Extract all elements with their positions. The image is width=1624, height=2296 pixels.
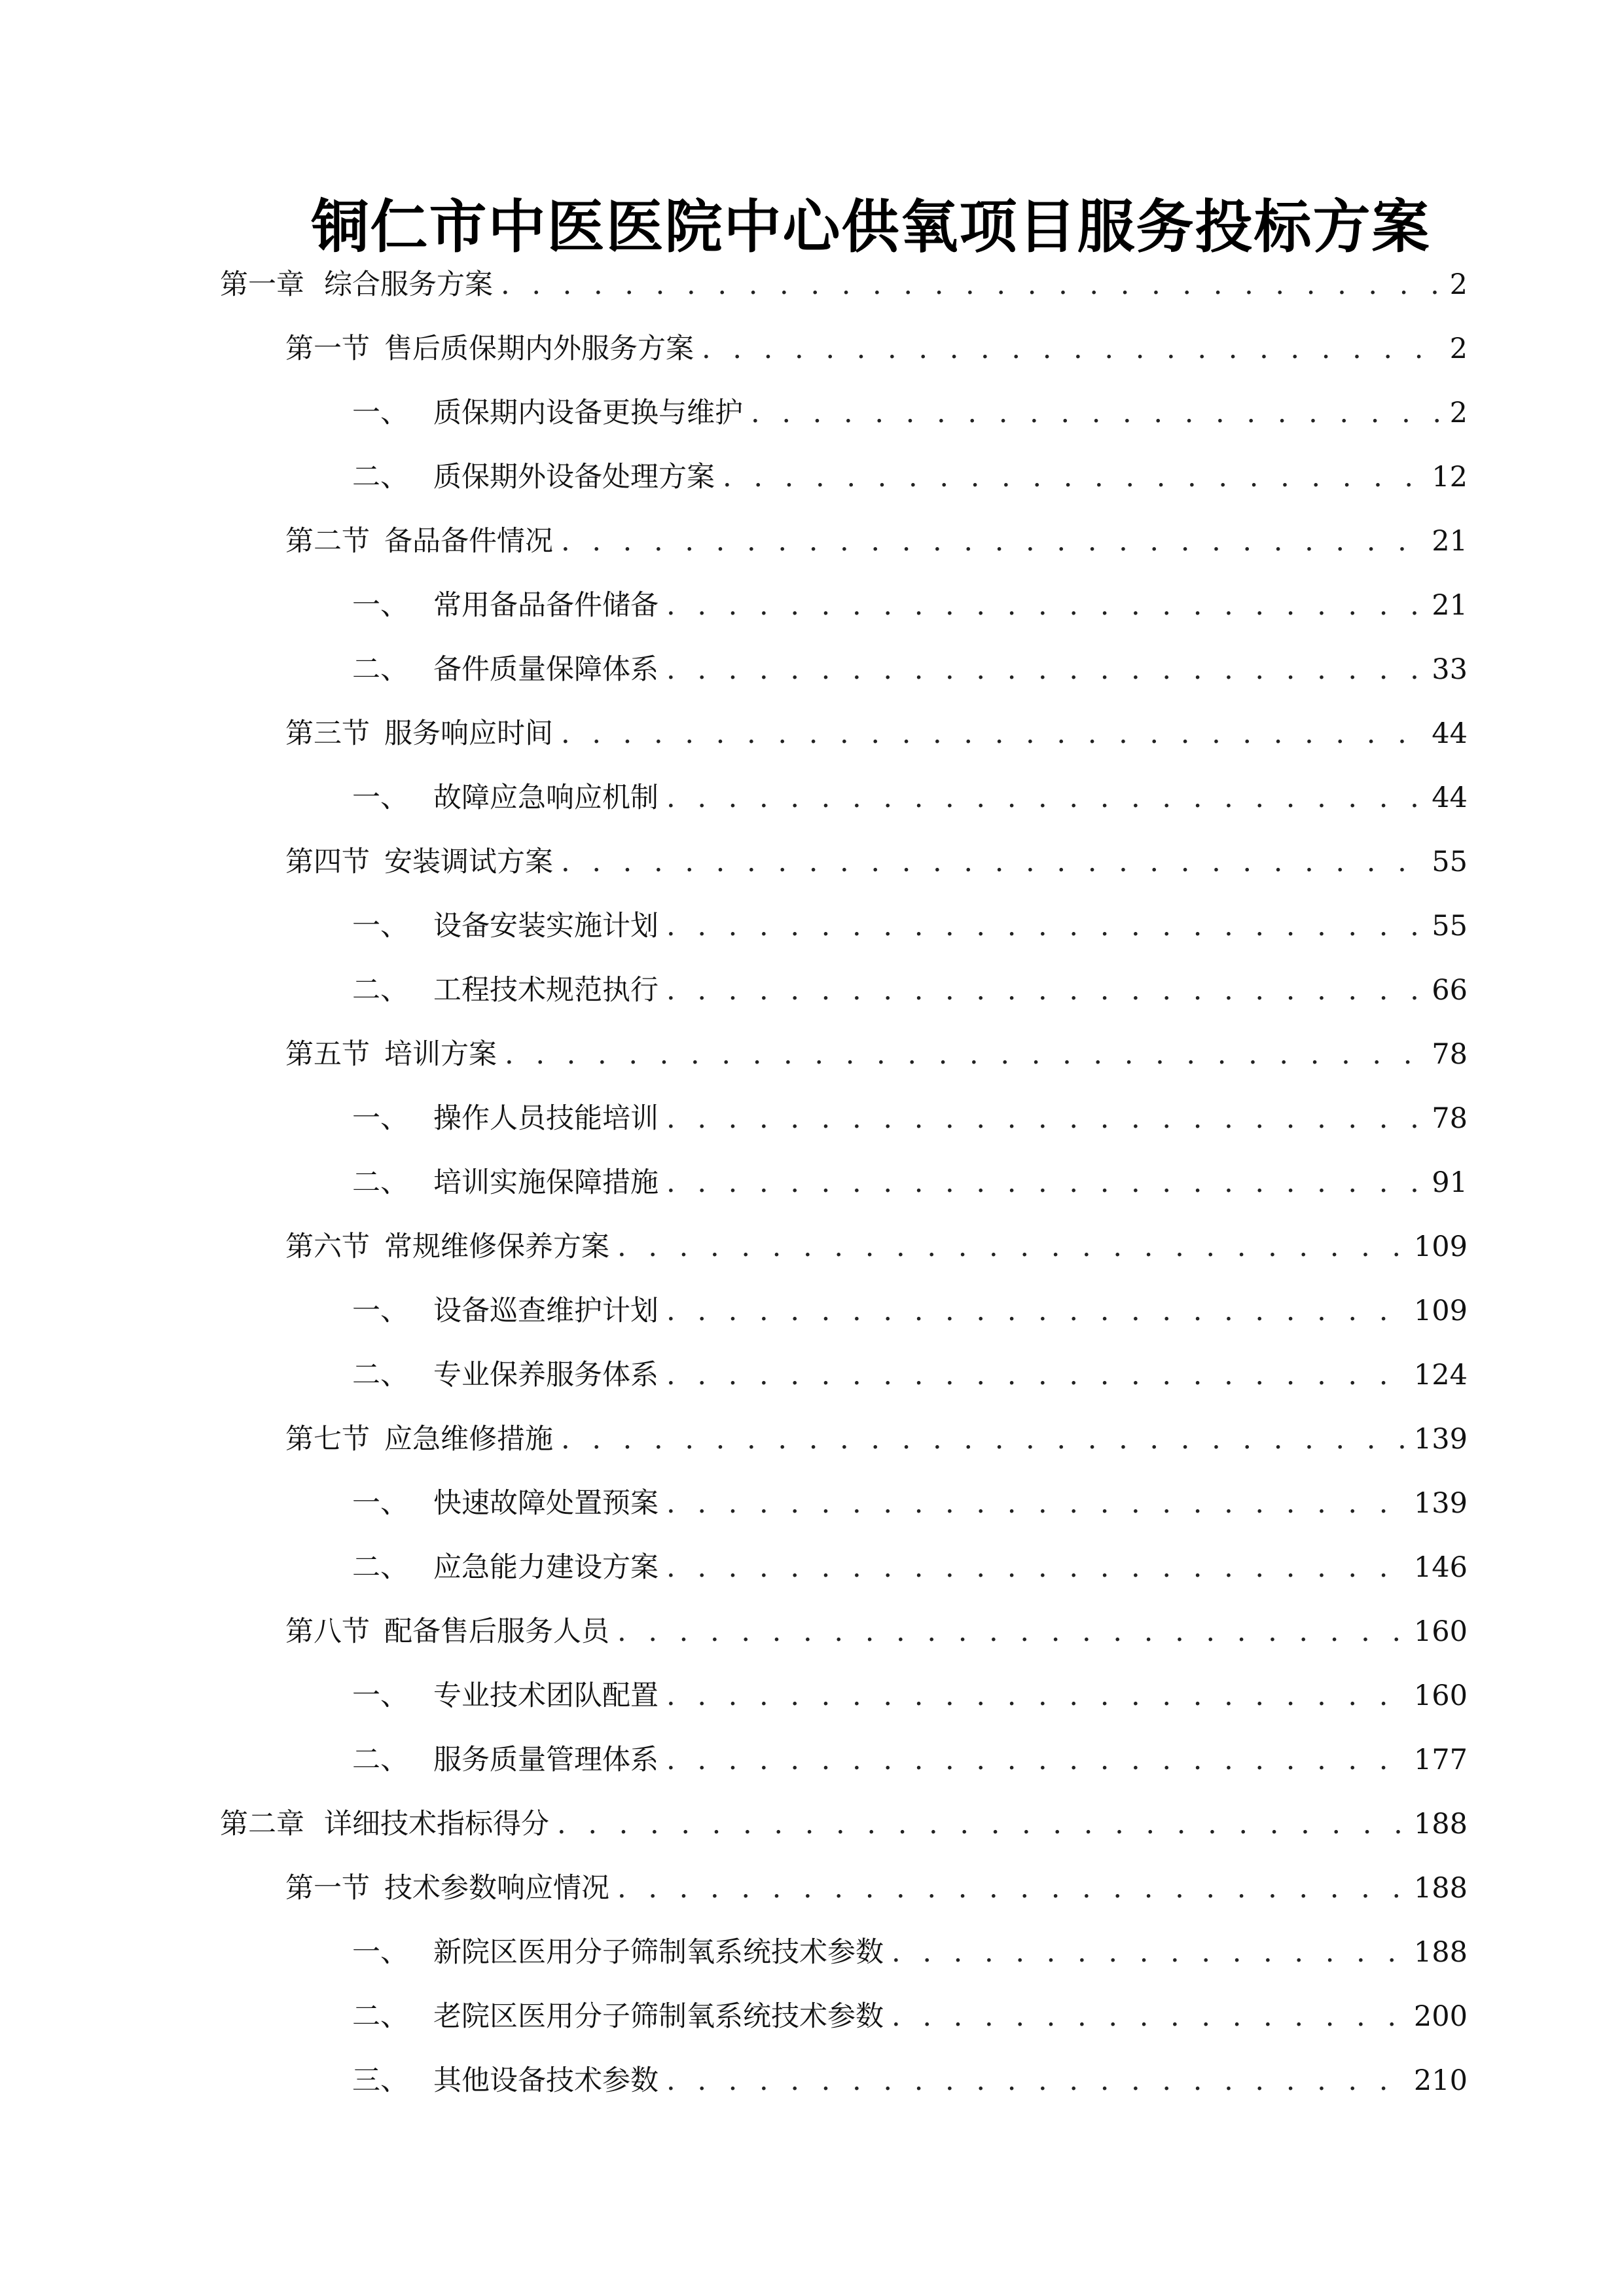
- toc-entry-prefix: 二、: [352, 1744, 408, 1776]
- toc-entry[interactable]: [352, 903, 1468, 949]
- toc-dot-leader: [751, 390, 1443, 436]
- toc-dot-leader: [666, 1673, 1407, 1719]
- toc-entry-title: 操作人员技能培训: [433, 1102, 659, 1135]
- toc-entry-title: 配备售后服务人员: [384, 1615, 609, 1648]
- toc-entry-title: 详细技术指标得分: [324, 1808, 549, 1840]
- toc-entry-prefix: 二、: [352, 974, 408, 1007]
- toc-entry-prefix: 一、: [352, 1295, 408, 1327]
- toc-entry[interactable]: [352, 967, 1468, 1013]
- toc-entry-prefix: 第一章: [220, 268, 304, 301]
- toc-dot-leader: [666, 1737, 1407, 1783]
- toc-entry-title: 其他设备技术参数: [433, 2064, 659, 2097]
- toc-entry[interactable]: [352, 1352, 1468, 1398]
- toc-entry-title: 工程技术规范执行: [433, 974, 659, 1007]
- toc-entry-prefix: 一、: [352, 589, 408, 622]
- toc-entry-prefix: 第二章: [220, 1808, 304, 1840]
- toc-entry-page-number: 55: [1432, 846, 1468, 878]
- toc-entry-title: 综合服务方案: [324, 268, 493, 301]
- toc-dot-leader: [666, 1288, 1407, 1334]
- toc-entry-prefix: 第八节: [285, 1615, 370, 1648]
- toc-entry[interactable]: [352, 1994, 1468, 2039]
- toc-entry-title: 应急能力建设方案: [433, 1551, 659, 1584]
- toc-entry[interactable]: [285, 1609, 1468, 1655]
- toc-entry-title: 专业技术团队配置: [433, 1679, 659, 1712]
- toc-entry-page-number: 44: [1432, 781, 1468, 814]
- toc-entry-page-number: 139: [1413, 1423, 1468, 1456]
- toc-entry-page-number: 160: [1413, 1679, 1468, 1712]
- toc-dot-leader: [617, 1224, 1407, 1270]
- toc-entry-prefix: 第三节: [285, 717, 370, 750]
- toc-entry-prefix: 一、: [352, 1102, 408, 1135]
- toc-dot-leader: [666, 1545, 1407, 1590]
- toc-entry-page-number: 177: [1413, 1744, 1468, 1776]
- toc-entry-title: 故障应急响应机制: [433, 781, 659, 814]
- toc-entry-page-number: 21: [1432, 589, 1468, 622]
- toc-dot-leader: [561, 518, 1425, 564]
- toc-entry[interactable]: [220, 262, 1468, 308]
- toc-entry[interactable]: [352, 390, 1468, 436]
- toc-dot-leader: [666, 775, 1425, 821]
- toc-dot-leader: [702, 326, 1443, 372]
- toc-dot-leader: [666, 647, 1425, 692]
- toc-entry[interactable]: [285, 326, 1468, 372]
- toc-dot-leader: [561, 1416, 1407, 1462]
- toc-entry[interactable]: [285, 1031, 1468, 1077]
- toc-entry-prefix: 二、: [352, 1359, 408, 1391]
- toc-entry[interactable]: [352, 1673, 1468, 1719]
- toc-entry-page-number: 78: [1432, 1102, 1468, 1135]
- toc-entry-prefix: 二、: [352, 2000, 408, 2033]
- toc-entry-page-number: 200: [1413, 2000, 1468, 2033]
- toc-entry[interactable]: [352, 775, 1468, 821]
- toc-entry-title: 设备安装实施计划: [433, 910, 659, 942]
- toc-entry-page-number: 146: [1413, 1551, 1468, 1584]
- toc-dot-leader: [561, 711, 1425, 757]
- toc-dot-leader: [666, 967, 1425, 1013]
- toc-dot-leader: [666, 583, 1425, 628]
- toc-entry[interactable]: [220, 1801, 1468, 1847]
- toc-entry-prefix: 第一节: [285, 1872, 370, 1905]
- toc-entry-prefix: 一、: [352, 781, 408, 814]
- toc-entry-title: 服务质量管理体系: [433, 1744, 659, 1776]
- toc-dot-leader: [892, 1929, 1407, 1975]
- toc-dot-leader: [617, 1609, 1407, 1655]
- toc-entry-page-number: 78: [1432, 1038, 1468, 1071]
- toc-entry-prefix: 二、: [352, 1551, 408, 1584]
- toc-entry-title: 专业保养服务体系: [433, 1359, 659, 1391]
- toc-entry-prefix: 一、: [352, 1936, 408, 1969]
- toc-entry-page-number: 109: [1413, 1230, 1468, 1263]
- document-title: 铜仁市中医医院中心供氧项目服务投标方案: [311, 192, 1431, 260]
- toc-entry-title: 技术参数响应情况: [384, 1872, 609, 1905]
- toc-entry-page-number: 33: [1432, 653, 1468, 686]
- toc-entry-prefix: 第四节: [285, 846, 370, 878]
- toc-dot-leader: [617, 1865, 1407, 1911]
- toc-dot-leader: [557, 1801, 1407, 1847]
- toc-entry-page-number: 44: [1432, 717, 1468, 750]
- toc-entry[interactable]: [352, 583, 1468, 628]
- toc-entry[interactable]: [352, 1160, 1468, 1206]
- toc-entry[interactable]: [352, 1480, 1468, 1526]
- toc-entry-title: 备件质量保障体系: [433, 653, 659, 686]
- toc-entry-title: 常规维修保养方案: [384, 1230, 609, 1263]
- toc-entry-prefix: 第六节: [285, 1230, 370, 1263]
- toc-entry-page-number: 21: [1432, 525, 1468, 558]
- toc-entry[interactable]: [285, 518, 1468, 564]
- toc-entry-title: 安装调试方案: [384, 846, 553, 878]
- toc-entry-page-number: 2: [1449, 332, 1468, 365]
- toc-entry-title: 老院区医用分子筛制氧系统技术参数: [433, 2000, 884, 2033]
- toc-entry-title: 售后质保期内外服务方案: [384, 332, 694, 365]
- toc-entry[interactable]: [285, 1865, 1468, 1911]
- toc-entry-page-number: 66: [1432, 974, 1468, 1007]
- toc-entry[interactable]: [285, 711, 1468, 757]
- toc-entry-page-number: 109: [1413, 1295, 1468, 1327]
- toc-entry-page-number: 124: [1413, 1359, 1468, 1391]
- toc-entry-title: 备品备件情况: [384, 525, 553, 558]
- toc-dot-leader: [723, 454, 1425, 500]
- toc-entry-title: 质保期外设备处理方案: [433, 461, 715, 493]
- toc-entry-page-number: 139: [1413, 1487, 1468, 1520]
- toc-entry-page-number: 2: [1449, 268, 1468, 301]
- toc-entry[interactable]: [352, 1096, 1468, 1141]
- toc-entry-title: 设备巡查维护计划: [433, 1295, 659, 1327]
- toc-entry[interactable]: [352, 647, 1468, 692]
- toc-entry[interactable]: [285, 1224, 1468, 1270]
- toc-entry[interactable]: [285, 839, 1468, 885]
- toc-entry[interactable]: [352, 1288, 1468, 1334]
- toc-entry[interactable]: [352, 1737, 1468, 1783]
- toc-entry-title: 快速故障处置预案: [433, 1487, 659, 1520]
- toc-entry-title: 服务响应时间: [384, 717, 553, 750]
- toc-dot-leader: [666, 1352, 1407, 1398]
- toc-entry[interactable]: [352, 454, 1468, 500]
- toc-entry-title: 培训实施保障措施: [433, 1166, 659, 1199]
- toc-entry-prefix: 三、: [352, 2064, 408, 2097]
- toc-dot-leader: [505, 1031, 1425, 1077]
- toc-dot-leader: [892, 1994, 1407, 2039]
- toc-entry-prefix: 第五节: [285, 1038, 370, 1071]
- toc-entry-title: 常用备品备件储备: [433, 589, 659, 622]
- toc-entry-prefix: 二、: [352, 1166, 408, 1199]
- toc-entry-title: 应急维修措施: [384, 1423, 553, 1456]
- toc-entry-prefix: 二、: [352, 653, 408, 686]
- toc-dot-leader: [666, 2058, 1407, 2104]
- toc-entry-prefix: 一、: [352, 1487, 408, 1520]
- toc-entry-title: 培训方案: [384, 1038, 497, 1071]
- toc-entry-page-number: 188: [1413, 1808, 1468, 1840]
- toc-entry-prefix: 二、: [352, 461, 408, 493]
- toc-dot-leader: [666, 1160, 1425, 1206]
- toc-entry-prefix: 一、: [352, 1679, 408, 1712]
- toc-entry[interactable]: [285, 1416, 1468, 1462]
- toc-entry-page-number: 160: [1413, 1615, 1468, 1648]
- toc-dot-leader: [666, 1096, 1425, 1141]
- toc-dot-leader: [666, 1480, 1407, 1526]
- toc-entry[interactable]: [352, 1545, 1468, 1590]
- toc-entry-page-number: 12: [1432, 461, 1468, 493]
- toc-entry-prefix: 第二节: [285, 525, 370, 558]
- toc-entry-page-number: 2: [1449, 397, 1468, 429]
- toc-entry-prefix: 一、: [352, 397, 408, 429]
- toc-entry[interactable]: [352, 1929, 1468, 1975]
- toc-entry-page-number: 91: [1432, 1166, 1468, 1199]
- toc-entry-page-number: 55: [1432, 910, 1468, 942]
- toc-entry-prefix: 一、: [352, 910, 408, 942]
- toc-entry[interactable]: [352, 2058, 1468, 2104]
- toc-entry-title: 质保期内设备更换与维护: [433, 397, 743, 429]
- toc-entry-prefix: 第一节: [285, 332, 370, 365]
- toc-entry-page-number: 210: [1413, 2064, 1468, 2097]
- toc-entry-prefix: 第七节: [285, 1423, 370, 1456]
- toc-dot-leader: [666, 903, 1425, 949]
- toc-dot-leader: [561, 839, 1425, 885]
- toc-dot-leader: [501, 262, 1443, 308]
- toc-entry-title: 新院区医用分子筛制氧系统技术参数: [433, 1936, 884, 1969]
- toc-entry-page-number: 188: [1413, 1872, 1468, 1905]
- toc-entry-page-number: 188: [1413, 1936, 1468, 1969]
